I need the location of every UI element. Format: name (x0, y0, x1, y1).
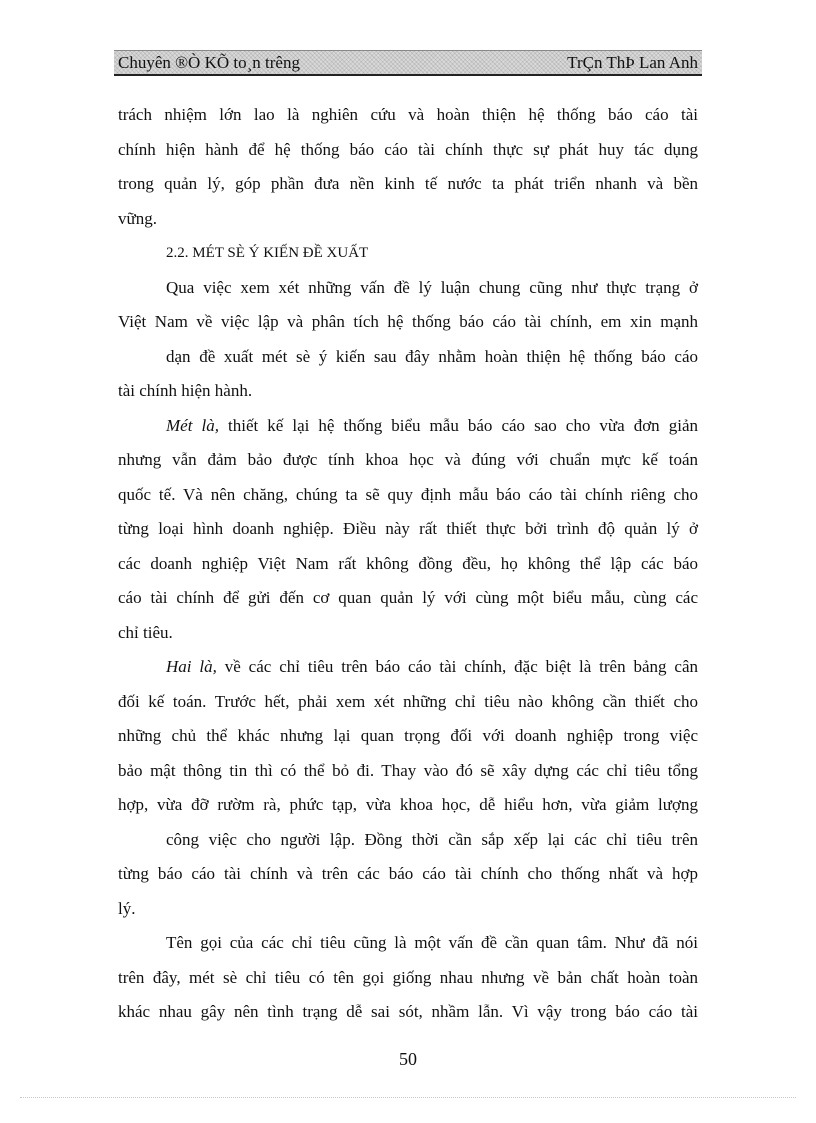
text-line: nhưng vẫn đảm bảo được tính khoa học và đúng với chuẩn mực kế toán (118, 450, 698, 469)
text-line: vững. (118, 208, 157, 228)
text-line: từng loại hình doanh nghiệp. Điều này rất thiết thực bởi trình độ quản lý ở (118, 519, 698, 538)
page-number: 50 (399, 1049, 417, 1069)
document-body (118, 98, 698, 1030)
text-line: từng báo cáo tài chính và trên các báo cáo tài chính cho thống nhất và hợp (118, 864, 698, 883)
text-line-rest: về các chỉ tiêu trên báo cáo tài chính, đặc biệt là trên bảng cân (224, 657, 699, 676)
text-line: tài chính hiện hành. (118, 381, 253, 400)
paragraph-lead-first: Mét là, (166, 415, 219, 435)
text-line: dạn đề xuất mét sè ý kiến sau đây nhằm hoàn thiện hệ thống báo cáo (166, 346, 698, 366)
text-line: Qua việc xem xét những vấn đề lý luận chung cũng như thực trạng ở (166, 277, 698, 297)
text-line: chỉ tiêu. (118, 622, 173, 642)
section-heading: 2.2. MÉT SÈ Ý KIẾN ĐỀ XUẤT (166, 245, 369, 261)
footer-divider (20, 1097, 796, 1098)
text-line: Việt Nam về việc lập và phân tích hệ thống báo cáo tài chính, em xin mạnh (118, 312, 698, 331)
paragraph-lead-second: Hai là, (166, 657, 217, 676)
text-line: Tên gọi của các chỉ tiêu cũng là một vấn đề cần quan tâm. Như đã nói (166, 933, 698, 952)
text-line-rest: thiết kế lại hệ thống biểu mẫu báo cáo sao cho vừa đơn giản (228, 415, 699, 435)
text-line: lý. (118, 898, 136, 918)
text-line: trong quản lý, góp phần đưa nền kinh tế nước ta phát triển nhanh và bền (118, 174, 698, 193)
text-line: các doanh nghiệp Việt Nam rất không đồng đều, họ không thể lập các báo (118, 553, 698, 573)
text-line: quốc tế. Và nên chăng, chúng ta sẽ quy định mẫu báo cáo tài chính riêng cho (118, 484, 698, 504)
running-header (114, 50, 702, 76)
text-line: trên đây, mét sè chỉ tiêu có tên gọi giống nhau nhưng về bản chất hoàn toàn (118, 967, 698, 987)
text-line: đối kế toán. Trước hết, phải xem xét những chỉ tiêu nào không cần thiết cho (118, 691, 698, 711)
text-line: khác nhau gây nên tình trạng dễ sai sót, nhầm lẫn. Vì vậy trong báo cáo tài (118, 1002, 698, 1021)
header-chapter-title: Chuyên ®Ò KÕ to¸n trêng (118, 53, 300, 72)
text-line: chính hiện hành để hệ thống báo cáo tài chính thực sự phát huy tác dụng (118, 139, 698, 159)
text-line: hợp, vừa đỡ rườm rà, phức tạp, vừa khoa học, dễ hiểu hơn, vừa giảm lượng (118, 795, 698, 814)
text-line: trách nhiệm lớn lao là nghiên cứu và hoàn thiện hệ thống báo cáo tài (118, 105, 698, 124)
text-line: cáo tài chính để gửi đến cơ quan quản lý với cùng một biểu mẫu, cùng các (118, 588, 698, 607)
text-line: những chủ thể khác nhưng lại quan trọng đối với doanh nghiệp trong việc (118, 726, 698, 745)
text-line (118, 409, 698, 444)
text-line: công việc cho người lập. Đồng thời cần sắp xếp lại các chỉ tiêu trên (166, 829, 698, 849)
header-author-name: TrÇn ThÞ Lan Anh (567, 53, 698, 72)
text-line: bảo mật thông tin thì có thể bỏ đi. Thay vào đó sẽ xây dựng các chỉ tiêu tổng (118, 760, 698, 780)
text-line (118, 650, 698, 685)
